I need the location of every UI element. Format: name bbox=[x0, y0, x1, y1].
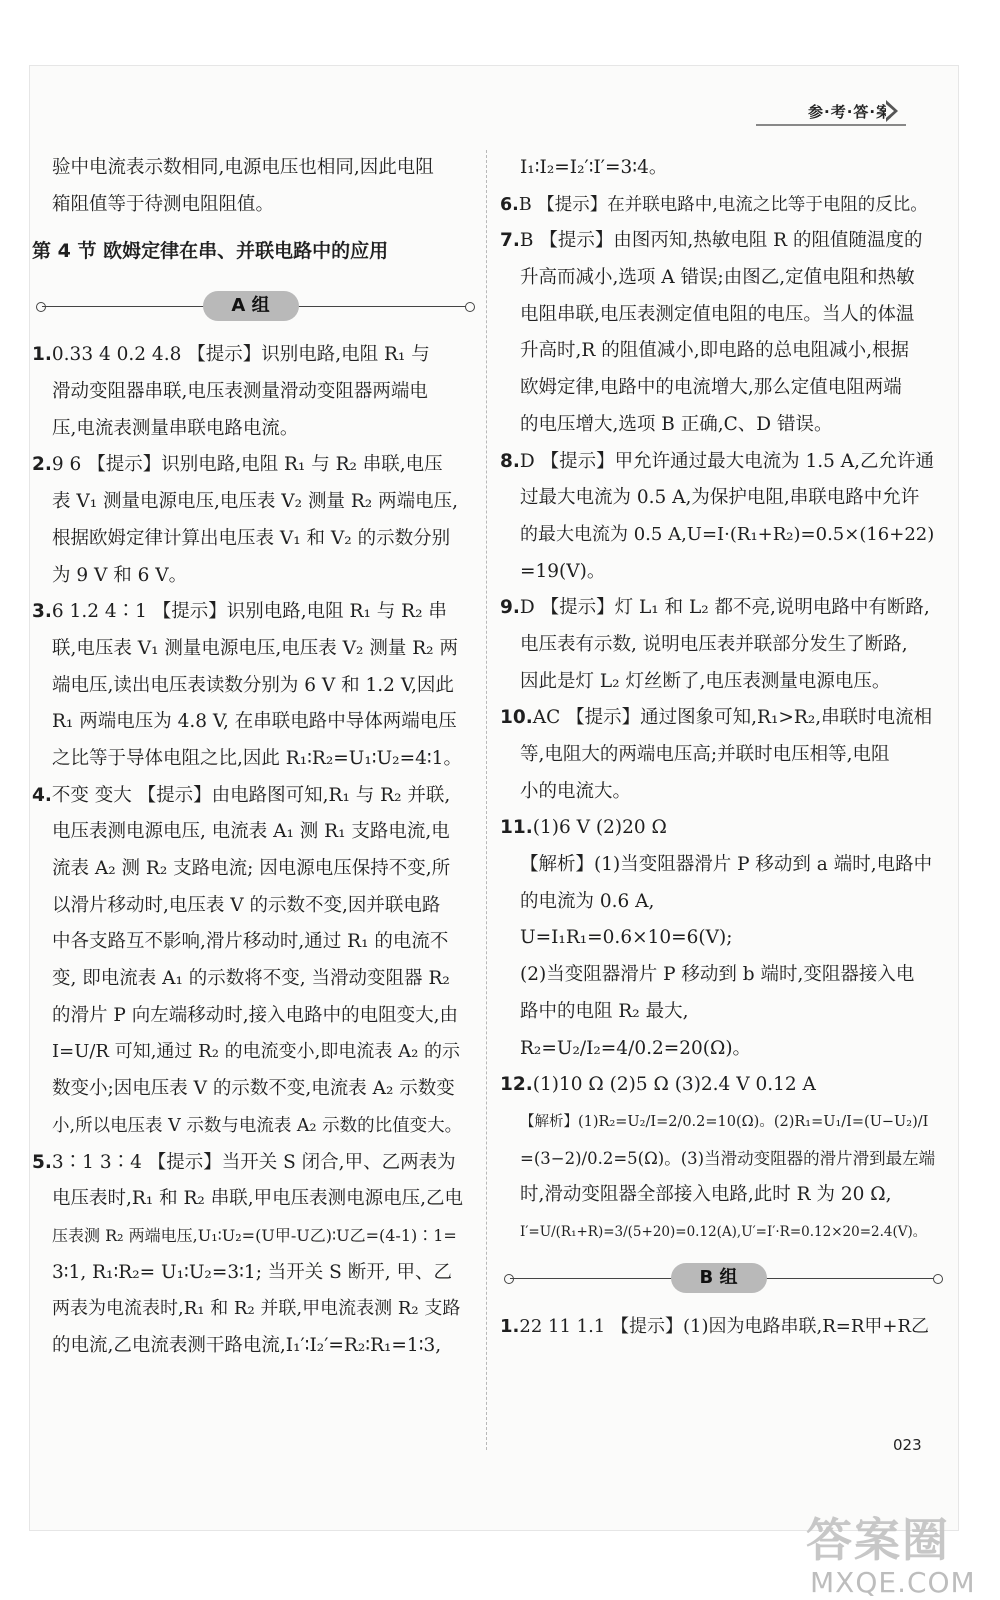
item-text: B 【提示】由图丙知,热敏电阻 R 的阻值随温度的 bbox=[519, 230, 923, 252]
text-line: 为 9 V 和 6 V。 bbox=[52, 564, 188, 586]
answer-item bbox=[500, 810, 937, 847]
text-line: 联,电压表 V₁ 测量电源电压,电压表 V₂ 测量 R₂ 两 bbox=[52, 637, 458, 659]
text-line: 3∶1, R₁∶R₂= U₁∶U₂=3∶1; 当开关 S 断开, 甲、乙 bbox=[52, 1261, 452, 1283]
text-line: =(3−2)/0.2=5(Ω)。(3)当滑动变阻器的滑片滑到最左端 bbox=[520, 1148, 936, 1168]
text-line: 的电流为 0.6 A, bbox=[520, 890, 655, 912]
item-text: AC 【提示】通过图象可知,R₁>R₂,串联时电流相 bbox=[532, 707, 933, 729]
text-line: 欧姆定律,电路中的电流增大,那么定值电阻两端 bbox=[520, 377, 902, 399]
text-line: 电压表时,R₁ 和 R₂ 串联,甲电压表测电源电压,乙电 bbox=[52, 1188, 463, 1210]
text-line: 压,电流表测量串联电路电流。 bbox=[52, 417, 299, 439]
header-tab-label: 参·考·答·案 bbox=[808, 102, 893, 121]
text-line: 压表测 R₂ 两端电压,U₁∶U₂=(U甲-U乙)∶U乙=(4-1)∶1= bbox=[52, 1225, 457, 1245]
right-column bbox=[500, 150, 937, 1345]
group-label: B 组 bbox=[671, 1263, 767, 1293]
text-line: 时,滑动变阻器全部接入电路,此时 R 为 20 Ω, bbox=[520, 1184, 892, 1206]
text-line: 等,电阻大的两端电压高;并联时电压相等,电阻 bbox=[520, 744, 890, 765]
answer-item bbox=[32, 778, 469, 815]
item-text: 3∶1 3∶4 【提示】当开关 S 闭合,甲、乙两表为 bbox=[51, 1151, 456, 1173]
rule-dot-icon bbox=[36, 302, 46, 312]
text-line: 以滑片移动时,电压表 V 的示数不变,因并联电路 bbox=[52, 894, 441, 916]
item-number: 8. bbox=[500, 450, 520, 472]
item-number: 4. bbox=[32, 784, 52, 806]
section-title: 第 4 节 欧姆定律在串、并联电路中的应用 bbox=[32, 240, 389, 263]
item-number: 6. bbox=[500, 194, 519, 215]
item-text: 0.33 4 0.2 4.8 【提示】识别电路,电阻 R₁ 与 bbox=[51, 344, 430, 366]
item-text: (1)6 V (2)20 Ω bbox=[532, 817, 667, 839]
text-line: 流表 A₂ 测 R₂ 支路电流; 因电源电压保持不变,所 bbox=[52, 858, 451, 879]
item-text: 9 6 【提示】识别电路,电阻 R₁ 与 R₂ 串联,电压 bbox=[51, 454, 443, 476]
answer-key-tab bbox=[756, 96, 916, 126]
item-number: 1. bbox=[500, 1315, 520, 1337]
item-text: 22 11 1.1 【提示】(1)因为电路串联,R=R甲+R乙 bbox=[519, 1315, 930, 1337]
group-header bbox=[500, 1251, 937, 1309]
item-number: 2. bbox=[32, 454, 52, 476]
text-line: 验中电流表示数相同,电源电压也相同,因此电阻 bbox=[52, 157, 434, 178]
text-line: 【解析】(1)R₂=U₂/I=2/0.2=10(Ω)。(2)R₁=U₁/I=(U−U₂)/I bbox=[520, 1113, 929, 1130]
text-line: 的电压增大,选项 B 正确,C、D 错误。 bbox=[520, 413, 833, 435]
text-line: I=U/R 可知,通过 R₂ 的电流变小,即电流表 A₂ 的示 bbox=[52, 1041, 461, 1063]
text-line: 【解析】(1)当变阻器滑片 P 移动到 a 端时,电路中 bbox=[520, 854, 933, 876]
rule-dot-icon bbox=[933, 1274, 943, 1284]
answer-item bbox=[500, 1067, 937, 1104]
rule-dot-icon bbox=[504, 1274, 514, 1284]
text-line: U=I₁R₁=0.6×10=6(V); bbox=[520, 927, 733, 949]
text-line: 的最大电流为 0.5 A,U=I·(R₁+R₂)=0.5×(16+22) bbox=[520, 523, 935, 545]
column-divider bbox=[486, 150, 487, 1450]
item-number: 12. bbox=[500, 1074, 533, 1096]
text-line: 变, 即电流表 A₁ 的示数将不变, 当滑动变阻器 R₂ bbox=[52, 968, 450, 990]
text-line: 电压表有示数, 说明电压表并联部分发生了断路, bbox=[520, 633, 908, 655]
header-rule bbox=[756, 124, 906, 126]
answer-item bbox=[32, 447, 469, 484]
text-line: 升高而减小,选项 A 错误;由图乙,定值电阻和热敏 bbox=[520, 267, 915, 289]
answer-item bbox=[32, 594, 469, 631]
text-line: R₂=U₂/I₂=4/0.2=20(Ω)。 bbox=[520, 1037, 752, 1059]
answer-item bbox=[500, 700, 937, 737]
group-label: A 组 bbox=[203, 291, 299, 321]
item-number: 3. bbox=[32, 601, 52, 623]
site-watermark bbox=[806, 1504, 994, 1600]
text-line: 根据欧姆定律计算出电压表 V₁ 和 V₂ 的示数分别 bbox=[52, 527, 451, 549]
item-number: 9. bbox=[500, 597, 520, 619]
answer-item bbox=[500, 1309, 937, 1346]
text-line: 小,所以电压表 V 示数与电流表 A₂ 示数的比值变大。 bbox=[52, 1115, 463, 1136]
text-line: 升高时,R 的阻值减小,即电路的总电阻减小,根据 bbox=[520, 340, 909, 362]
item-number: 7. bbox=[500, 230, 520, 252]
text-line: 中各支路互不影响,滑片移动时,通过 R₁ 的电流不 bbox=[52, 931, 449, 953]
text-line: 端电压,读出电压表读数分别为 6 V 和 1.2 V,因此 bbox=[52, 674, 454, 696]
text-line: 电阻串联,电压表测定值电阻的电压。当人的体温 bbox=[520, 303, 915, 325]
item-text: (1)10 Ω (2)5 Ω (3)2.4 V 0.12 A bbox=[532, 1074, 816, 1096]
text-line: 因此是灯 L₂ 灯丝断了,电压表测量电源电压。 bbox=[520, 670, 891, 692]
item-number: 10. bbox=[500, 707, 533, 729]
item-number: 1. bbox=[32, 344, 52, 366]
text-line: 过最大电流为 0.5 A,为保护电阻,串联电路中允许 bbox=[520, 487, 920, 509]
item-text: D 【提示】灯 L₁ 和 L₂ 都不亮,说明电路中有断路, bbox=[519, 597, 930, 619]
text-line: 滑动变阻器串联,电压表测量滑动变阻器两端电 bbox=[52, 381, 428, 403]
chevron-inner bbox=[886, 104, 894, 118]
text-line: (2)当变阻器滑片 P 移动到 b 端时,变阻器接入电 bbox=[520, 964, 915, 986]
text-line: 的电流,乙电流表测干路电流,I₁′∶I₂′=R₂∶R₁=1∶3, bbox=[52, 1334, 442, 1356]
text-line: I′=U/(R₁+R)=3/(5+20)=0.12(A),U′=I′·R=0.12×20=2.4(V)。 bbox=[520, 1223, 927, 1240]
text-line: 的滑片 P 向左端移动时,接入电路中的电阻变大,由 bbox=[52, 1004, 458, 1026]
text-line: 之比等于导体电阻之比,因此 R₁∶R₂=U₁∶U₂=4∶1。 bbox=[52, 747, 462, 769]
text-line: 箱阻值等于待测电阻阻值。 bbox=[52, 193, 275, 215]
answer-item bbox=[500, 187, 937, 224]
answer-item bbox=[500, 223, 937, 260]
item-text: B 【提示】在并联电路中,电流之比等于电阻的反比。 bbox=[518, 194, 928, 215]
item-text: D 【提示】甲允许通过最大电流为 1.5 A,乙允许通 bbox=[519, 450, 935, 472]
text-line: =19(V)。 bbox=[520, 560, 606, 582]
text-line: R₁ 两端电压为 4.8 V, 在串联电路中导体两端电压 bbox=[52, 711, 457, 733]
text-line: 两表为电流表时,R₁ 和 R₂ 并联,甲电流表测 R₂ 支路 bbox=[52, 1298, 461, 1320]
item-text: 不变 变大 【提示】由电路图可知,R₁ 与 R₂ 并联, bbox=[51, 784, 451, 806]
group-header bbox=[32, 279, 469, 337]
watermark-line2: MXQE.COM bbox=[810, 1566, 976, 1599]
text-line: 电压表测电源电压, 电流表 A₁ 测 R₁ 支路电流,电 bbox=[52, 821, 450, 843]
text-line: 表 V₁ 测量电源电压,电压表 V₂ 测量 R₂ 两端电压, bbox=[52, 491, 458, 513]
text-line: 小的电流大。 bbox=[520, 780, 632, 802]
page-number: 023 bbox=[893, 1436, 922, 1454]
answer-item bbox=[500, 444, 937, 481]
text-line: I₁∶I₂=I₂′∶I′=3∶4。 bbox=[520, 157, 668, 178]
answer-item bbox=[500, 590, 937, 627]
answer-item bbox=[32, 1145, 469, 1182]
answer-item bbox=[32, 337, 469, 374]
item-number: 11. bbox=[500, 817, 533, 839]
item-number: 5. bbox=[32, 1151, 52, 1173]
watermark-line1: 答案圈 bbox=[806, 1513, 950, 1567]
text-line: 路中的电阻 R₂ 最大, bbox=[520, 1000, 689, 1022]
text-line: 数变小;因电压表 V 的示数不变,电流表 A₂ 示数变 bbox=[52, 1078, 455, 1100]
left-column bbox=[32, 150, 469, 1365]
item-text: 6 1.2 4∶1 【提示】识别电路,电阻 R₁ 与 R₂ 串 bbox=[51, 601, 447, 623]
